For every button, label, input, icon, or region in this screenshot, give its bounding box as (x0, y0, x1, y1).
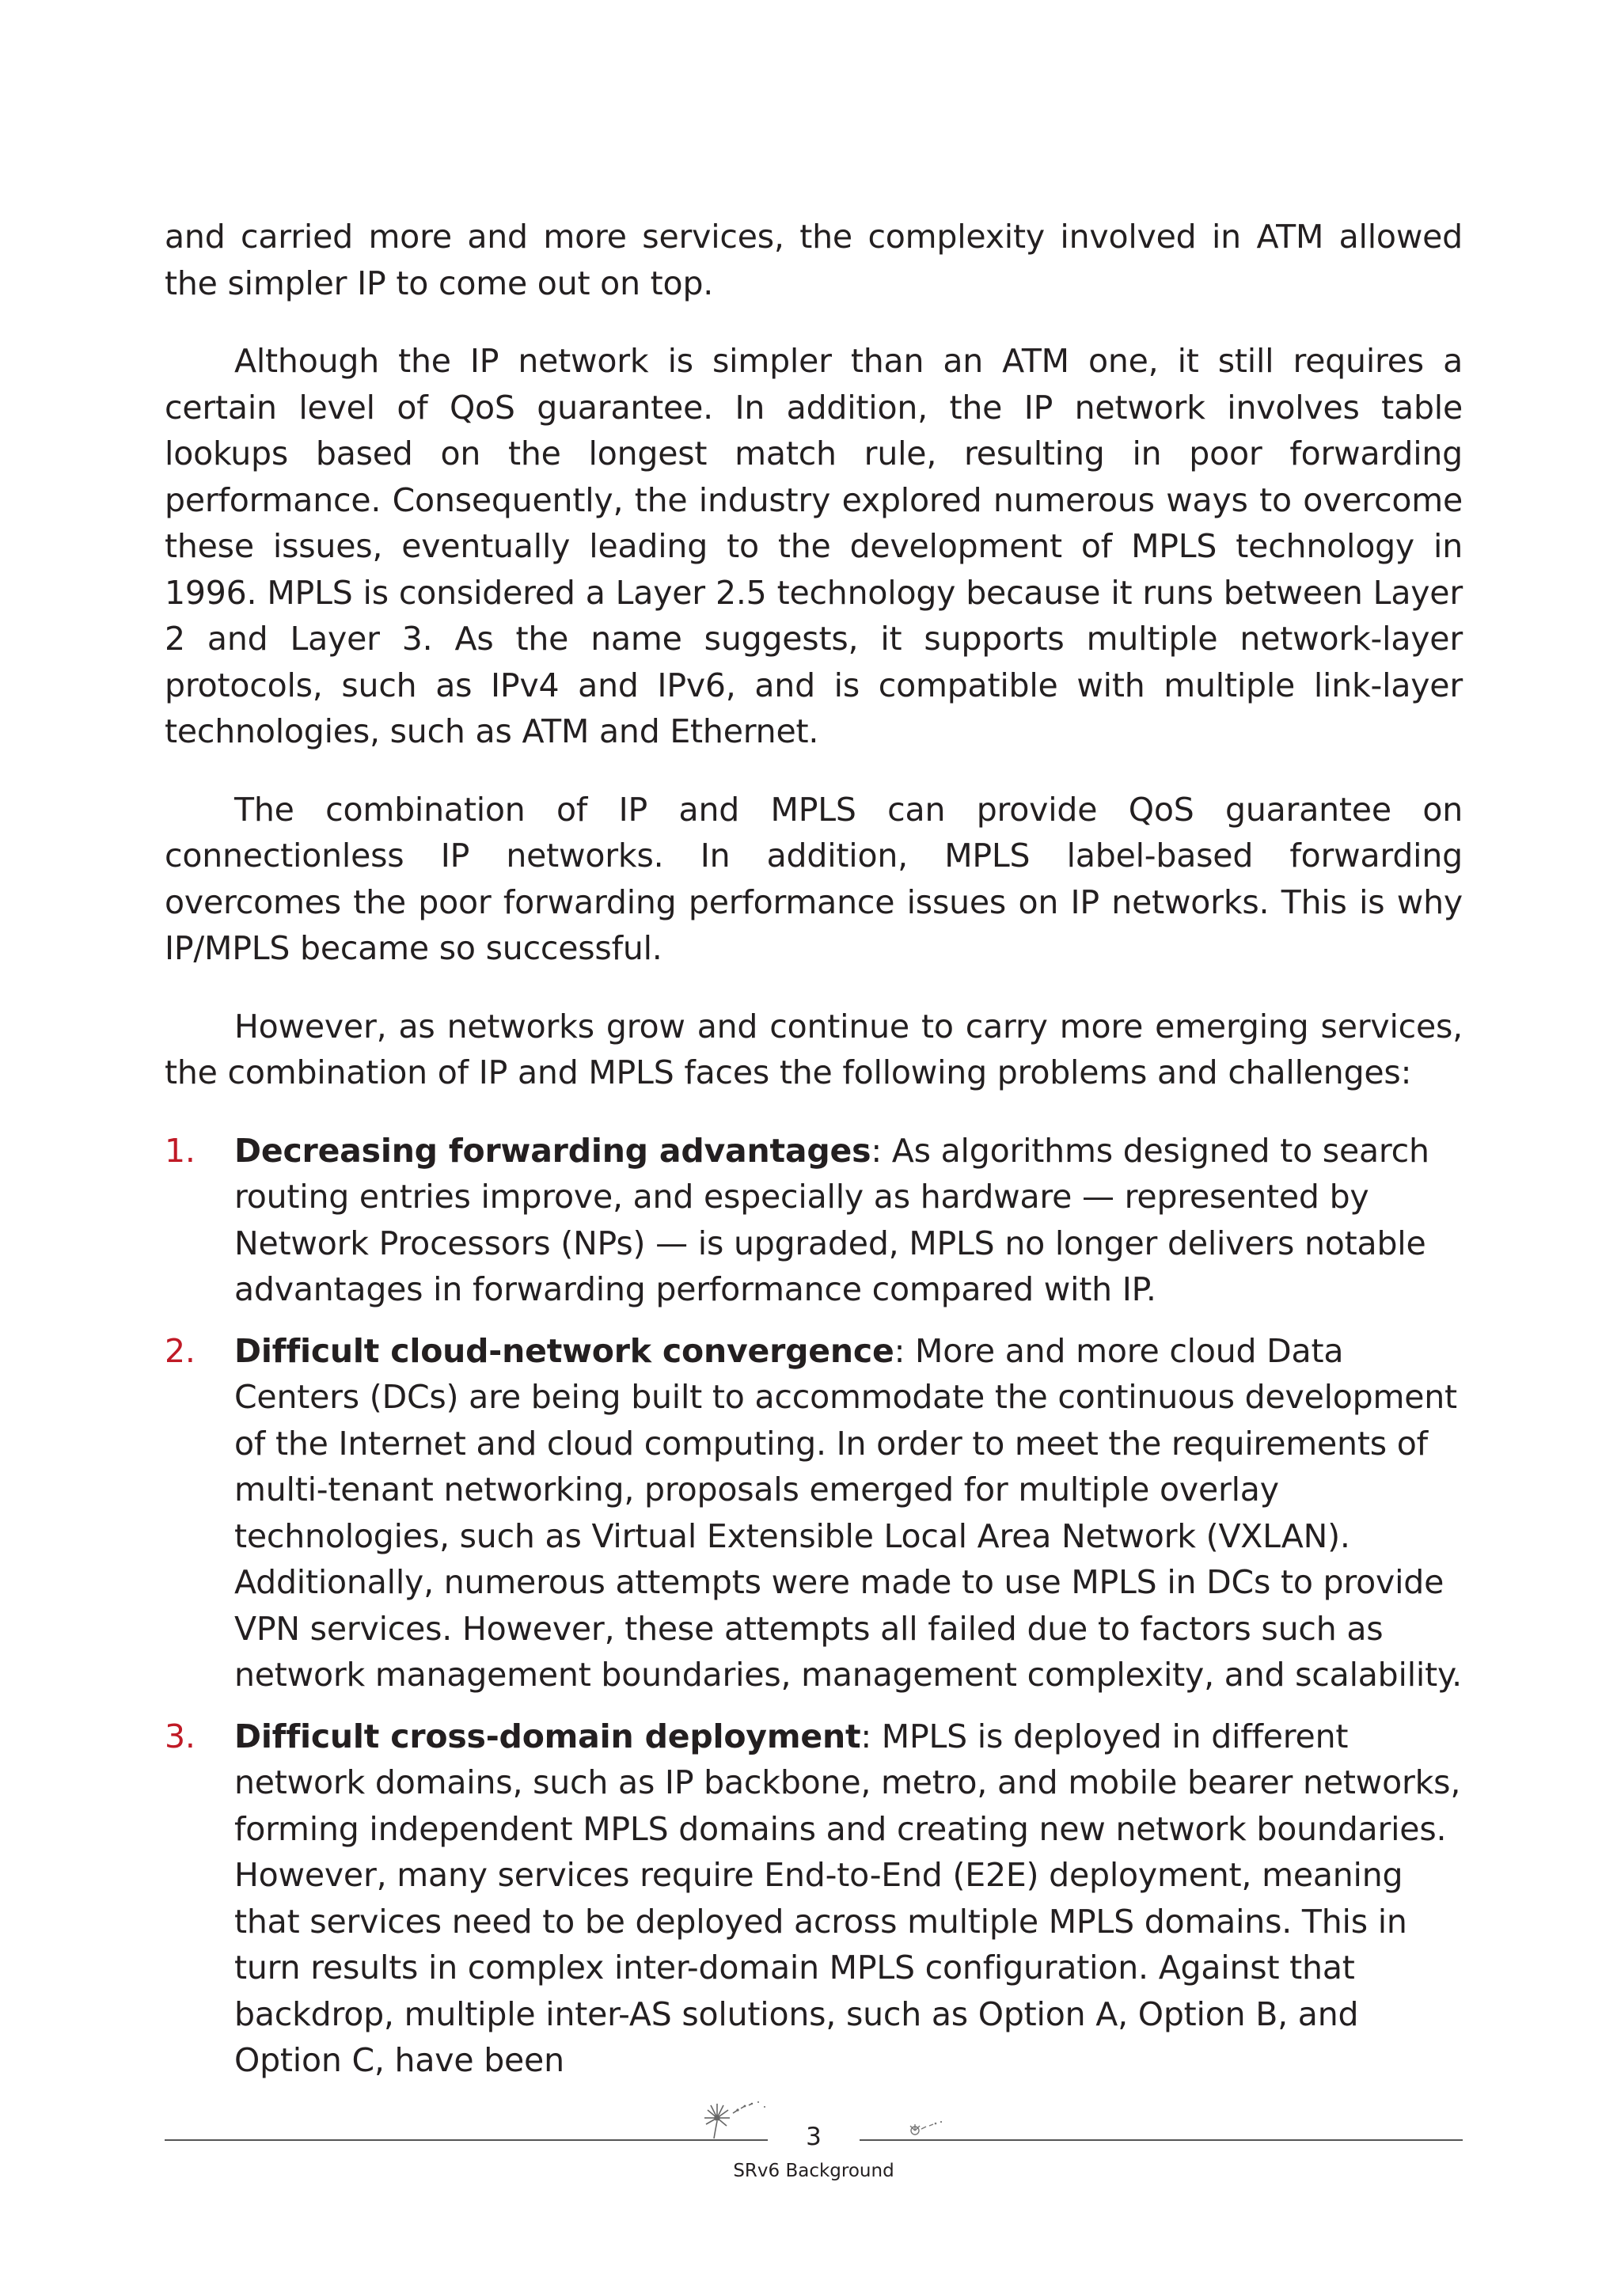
dandelion-icon (698, 2099, 777, 2140)
list-item (165, 1128, 1463, 1313)
paragraph: However, as networks grow and continue to carry more emerging services, the combination of IP and MPLS faces the following problems and challenges: (165, 1007, 1463, 1091)
seeds-icon (907, 2118, 947, 2139)
list-item-text: : More and more cloud Data Centers (DCs) are being built to accommodate the continuous development of the Internet and cloud computing. In order to meet the requirements of multi-tenant networking, proposals emerged for multiple overlay technologies, such as Virtual Extensible Local Area Network (VXLAN). Additionally, numerous attempts were made to use MPLS in DCs to provide VPN services. However, these attempts all failed due to factors such as network management boundaries, management complexity, and scalability. (234, 1331, 1463, 1694)
paragraph: The combination of IP and MPLS can provide QoS guarantee on connectionless IP networks. In addition, MPLS label-based forwarding overcomes the poor forwarding performance issues on IP networks. This is why IP/MPLS became so successful. (165, 790, 1463, 967)
list-number: 3. (165, 1717, 196, 1755)
page-body (165, 214, 1463, 2099)
paragraph: Although the IP network is simpler than an ATM one, it still requires a certain level of QoS guarantee. In addition, the IP network involves table lookups based on the longest match rule, resulting in poor forwarding performance. Consequently, the industry explored numerous ways to overcome these issues, eventually leading to the development of MPLS technology in 1996. MPLS is considered a Layer 2.5 technology because it runs between Layer 2 and Layer 3. As the name suggests, it supports multiple network-layer protocols, such as IPv4 and IPv6, and is compatible with multiple link-layer technologies, such as ATM and Ethernet. (165, 342, 1463, 750)
footer-rule-left (165, 2139, 768, 2141)
list-item-lead: Difficult cloud-network convergence (234, 1331, 894, 1370)
list-item-lead: Difficult cross-domain deployment (234, 1717, 861, 1755)
page-number: 3 (806, 2123, 822, 2151)
running-title: SRv6 Background (733, 2161, 894, 2181)
list-item-lead: Decreasing forwarding advantages (234, 1131, 871, 1170)
list-number: 1. (165, 1131, 196, 1170)
paragraph: and carried more and more services, the complexity involved in ATM allowed the simpler IP to come out on top. (165, 218, 1463, 302)
list-item (165, 1713, 1463, 2084)
list-item-text: : As algorithms designed to search routing entries improve, and especially as hardware — represented by Network Processors (NPs) — is upgraded, MPLS no longer delivers notable advantages in forwarding performance compared with IP. (234, 1131, 1429, 1308)
footer-rule-right (860, 2139, 1463, 2141)
list-item (165, 1328, 1463, 1698)
list-item-text: : MPLS is deployed in different network domains, such as IP backbone, metro, and mobile bearer networks, forming independent MPLS domains and creating new network boundaries. However, many services require End-to-End (E2E) deployment, meaning that services need to be deployed across multiple MPLS domains. This in turn results in complex inter-domain MPLS configuration. Against that backdrop, multiple inter-AS solutions, such as Option A, Option B, and Option C, have been (234, 1717, 1461, 2079)
challenges-list (165, 1128, 1463, 2084)
list-number: 2. (165, 1331, 196, 1370)
